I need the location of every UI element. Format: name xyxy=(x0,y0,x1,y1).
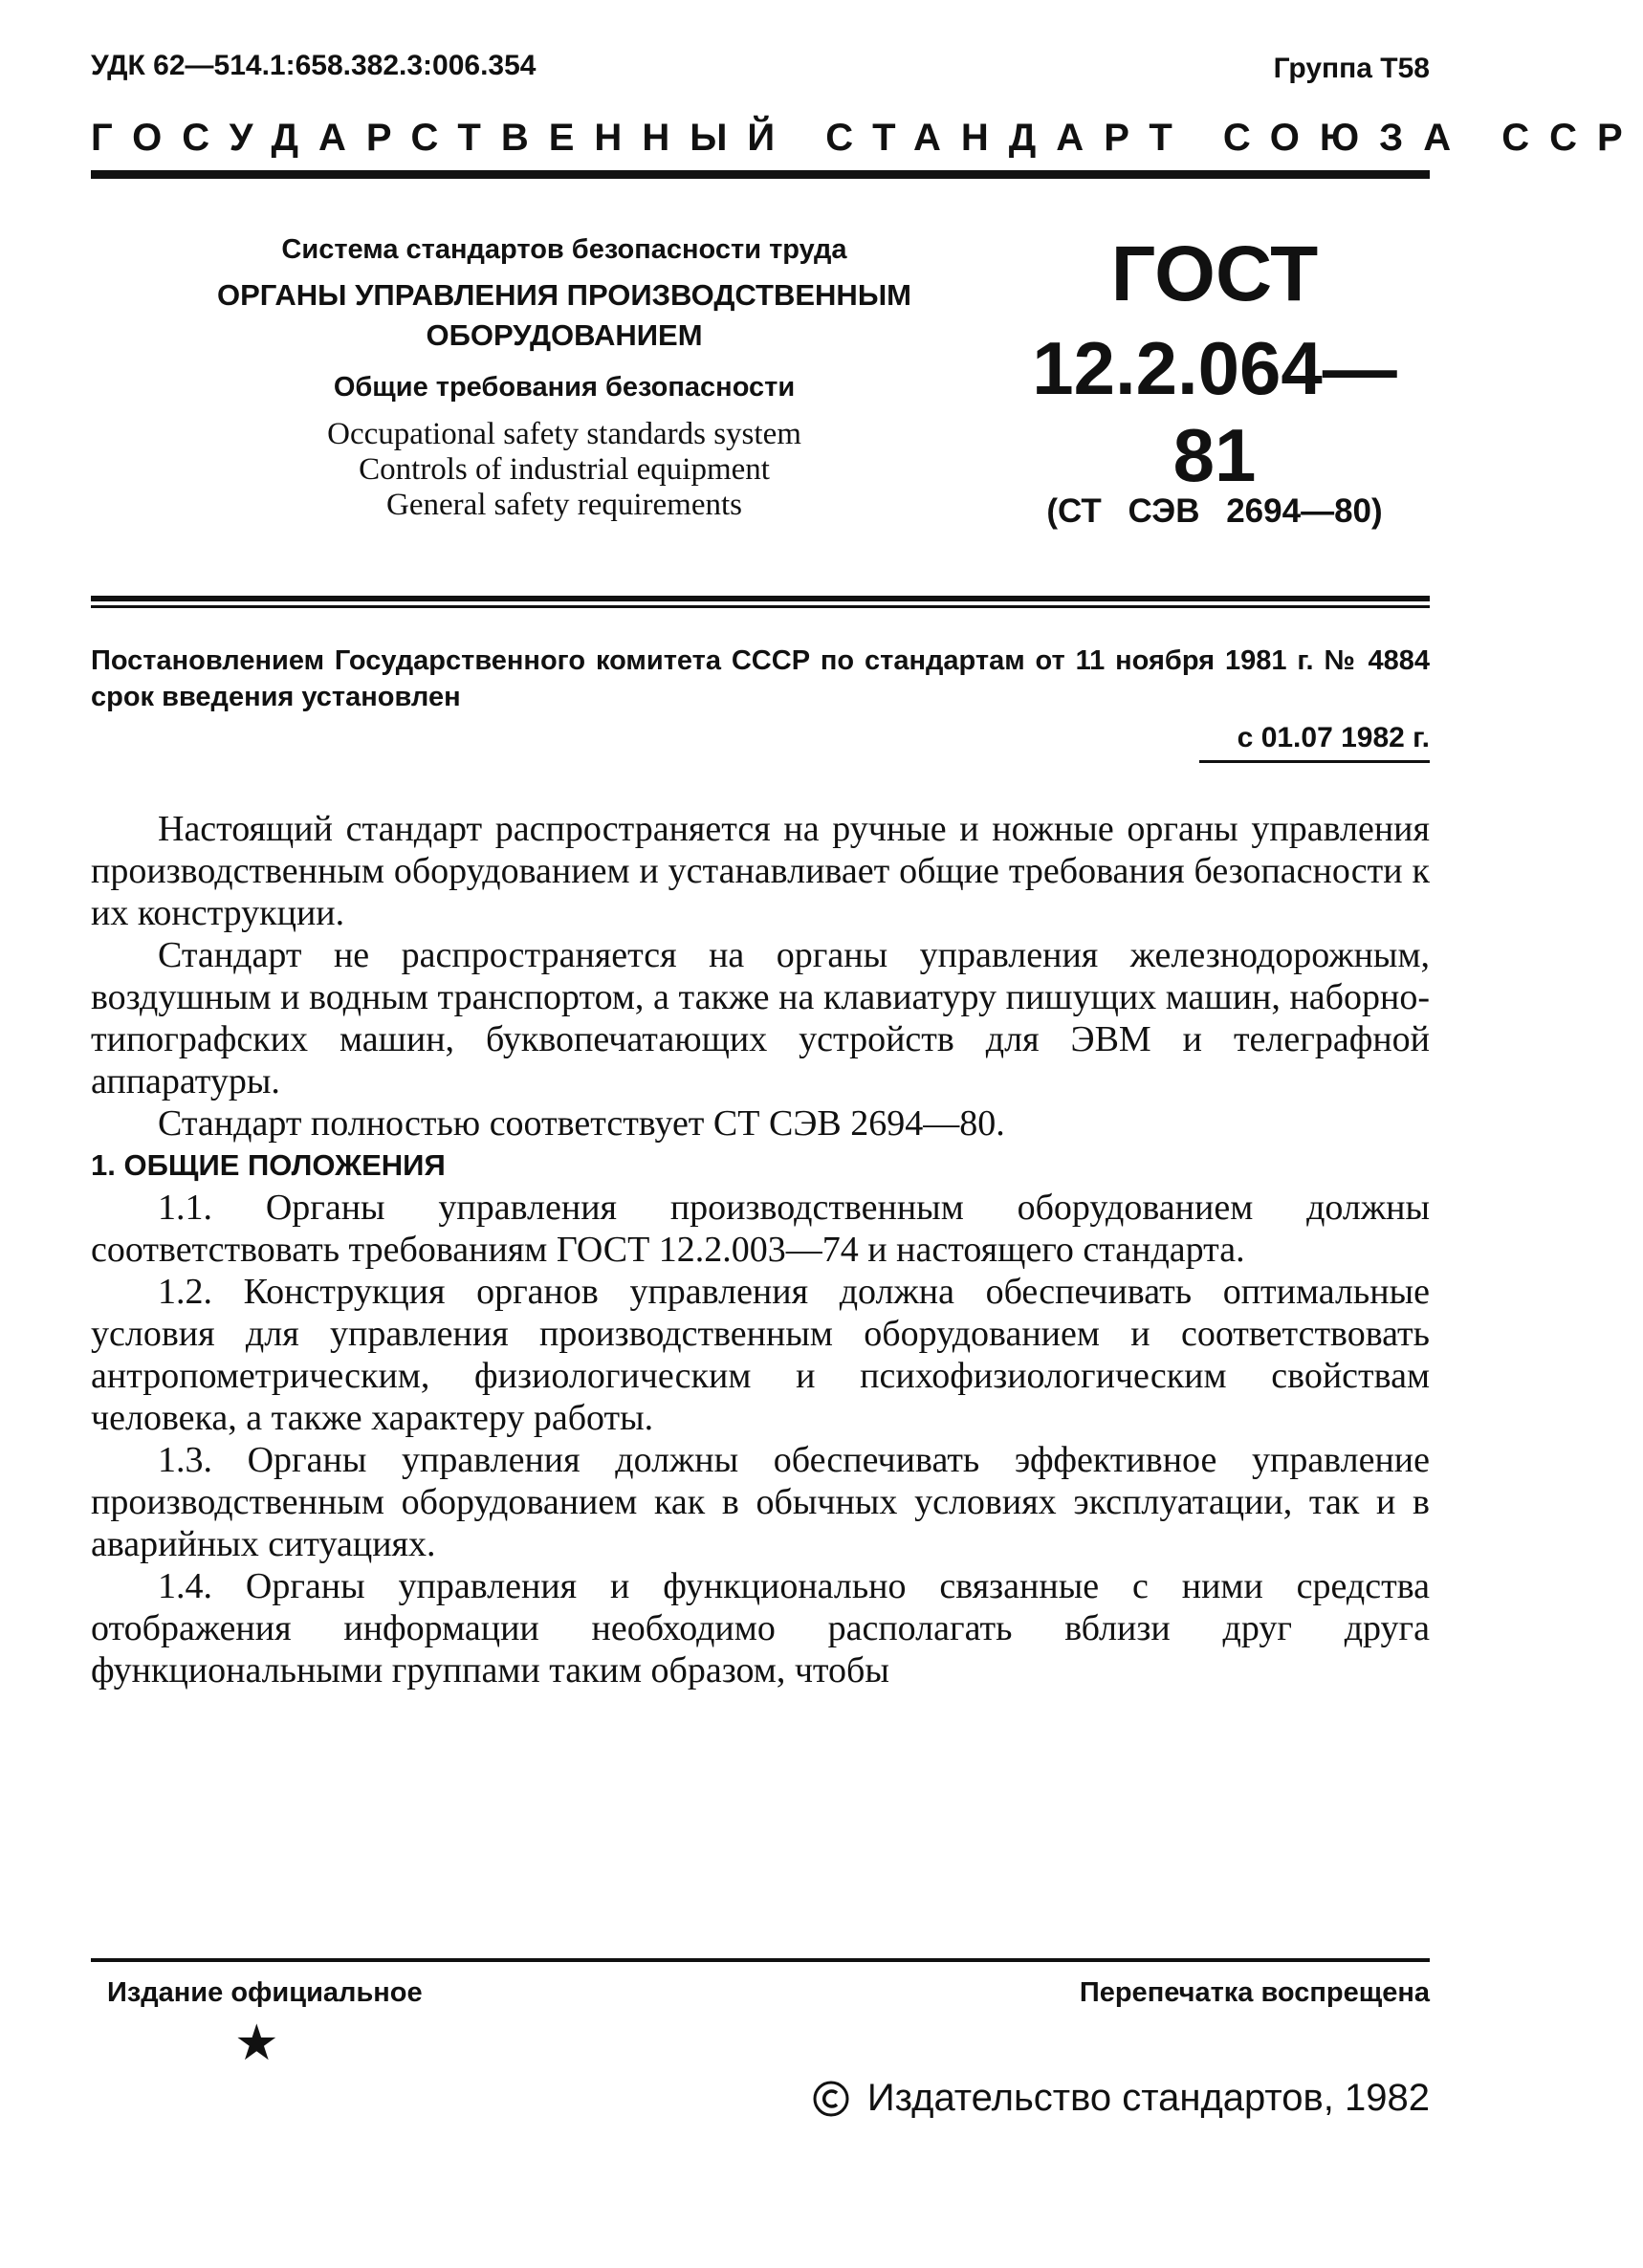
group-code: Группа Т58 xyxy=(1273,53,1430,84)
paragraph-conformity: Стандарт полностью соответствует СТ СЭВ 2694—80. xyxy=(158,1103,1005,1144)
copyright-icon xyxy=(812,2080,850,2118)
title-rule-thin xyxy=(91,605,1430,608)
english-title-line-2: Controls of industrial equipment xyxy=(359,452,770,487)
gost-label: ГОСТ xyxy=(1110,230,1319,317)
publisher-line xyxy=(812,2077,1430,2120)
footer-rule xyxy=(91,1958,1430,1962)
state-standard-banner: ГОСУДАРСТВЕННЫЙ СТАНДАРТ СОЮЗА ССР xyxy=(91,117,1643,159)
body-text xyxy=(91,808,1430,1691)
publisher-text: Издательство стандартов, 1982 xyxy=(866,2077,1430,2119)
effective-date: с 01.07 1982 г. xyxy=(1199,722,1430,763)
title-rule xyxy=(91,596,1430,601)
english-title xyxy=(201,417,928,523)
decree-text: Постановлением Государственного комитета СССР по стандартам от 11 ноября 1981 г. № 4884 срок введения установлен xyxy=(91,645,1430,712)
section-heading: 1. ОБЩИЕ ПОЛОЖЕНИЯ xyxy=(91,1148,446,1182)
st-sev-reference: (СТ СЭВ 2694—80) xyxy=(1046,492,1383,530)
udk-code: УДК 62—514.1:658.382.3:006.354 xyxy=(91,50,537,81)
english-title-line-3: General safety requirements xyxy=(386,488,742,522)
english-title-line-1: Occupational safety standards system xyxy=(327,417,801,451)
main-title-line-1: ОРГАНЫ УПРАВЛЕНИЯ ПРОИЗВОДСТВЕННЫМ xyxy=(217,278,911,312)
clause-1-2: 1.2. Конструкция органов управления должна обеспечивать оптимальные условия для управления производственным оборудованием и соответствовать антропометрическим, физиологическим и психофизиологическим свойствам человека, а также характеру работы. xyxy=(91,1272,1430,1438)
main-title-line-2: ОБОРУДОВАНИЕМ xyxy=(426,318,703,352)
subtitle: Общие требования безопасности xyxy=(333,372,796,403)
header-rule xyxy=(91,170,1430,179)
official-edition-note: Издание официальное xyxy=(107,1977,423,2008)
gost-number: 12.2.064—81 xyxy=(1032,326,1397,497)
standards-system-title: Система стандартов безопасности труда xyxy=(281,234,847,265)
paragraph-exclusions: Стандарт не распространяется на органы управления железнодорожным, воздушным и водным транспортом, а также на клавиатуру пишущих машин, наборно-типографских машин, буквопечатающих устройств для ЭВМ и телеграфной аппаратуры. xyxy=(91,935,1430,1101)
paragraph-scope: Настоящий стандарт распространяется на ручные и ножные органы управления производственным оборудованием и устанавливает общие требования безопасности к их конструкции. xyxy=(91,809,1430,933)
star-icon: ★ xyxy=(234,2017,279,2071)
clause-1-4: 1.4. Органы управления и функционально связанные с ними средства отображения информации необходимо располагать вблизи друг друга функциональными группами таким образом, чтобы xyxy=(91,1566,1430,1690)
reprint-prohibited-note: Перепечатка воспрещена xyxy=(1079,1977,1430,2008)
clause-1-1: 1.1. Органы управления производственным оборудованием должны соответствовать требованиям ГОСТ 12.2.003—74 и настоящего стандарта. xyxy=(91,1188,1430,1270)
clause-1-3: 1.3. Органы управления должны обеспечивать эффективное управление производственным оборудованием как в обычных условиях эксплуатации, так и в аварийных ситуациях. xyxy=(91,1440,1430,1564)
title-block xyxy=(201,231,928,523)
